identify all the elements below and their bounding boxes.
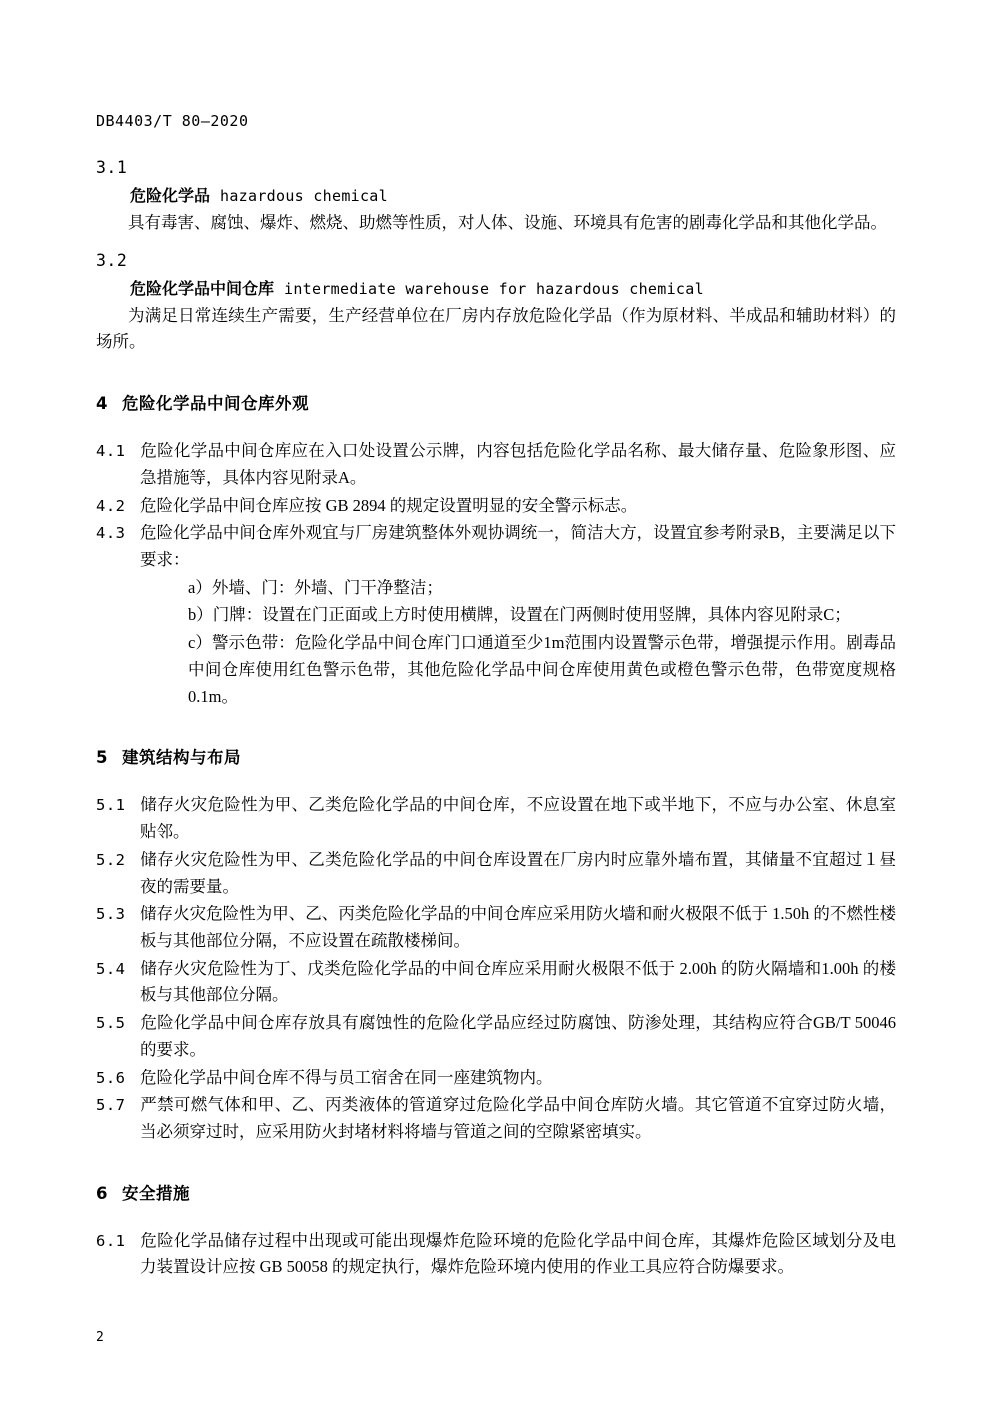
section-title: 安全措施 xyxy=(122,1183,190,1203)
clause-5-2 xyxy=(96,847,896,900)
clause-text: 危险化学品中间仓库外观宜与厂房建筑整体外观协调统一，简洁大方，设置宜参考附录B，主要满足以下要求： xyxy=(140,523,896,570)
clause-text: 储存火灾危险性为甲、乙类危险化学品的中间仓库，不应设置在地下或半地下，不应与办公室、休息室贴邻。 xyxy=(140,795,896,842)
clause-number: 5.4 xyxy=(96,959,126,978)
section-number: 4 xyxy=(96,394,108,414)
clause-5-3 xyxy=(96,901,896,954)
clause-number: 5.7 xyxy=(96,1096,126,1115)
clause-number-3-2: 3.2 xyxy=(96,250,128,270)
term-name-en: intermediate warehouse for hazardous chemical xyxy=(284,279,704,298)
clause-number: 5.6 xyxy=(96,1068,126,1087)
clause-5-6 xyxy=(96,1065,896,1092)
clause-5-4 xyxy=(96,956,896,1009)
clause-text: 危险化学品中间仓库不得与员工宿舍在同一座建筑物内。 xyxy=(140,1067,553,1087)
clause-4-3 xyxy=(96,520,896,573)
clause-4-2 xyxy=(96,493,896,520)
term-definition-3-1: 具有毒害、腐蚀、爆炸、燃烧、助燃等性质，对人体、设施、环境具有危害的剧毒化学品和其他化学品。 xyxy=(128,213,887,232)
sub-item-c: c）警示色带：危险化学品中间仓库门口通道至少1m范围内设置警示色带，增强提示作用。剧毒品中间仓库使用红色警示色带，其他危险化学品中间仓库使用黄色或橙色警示色带，色带宽度规格0.1m。 xyxy=(188,633,896,706)
clause-text: 严禁可燃气体和甲、乙、丙类液体的管道穿过危险化学品中间仓库防火墙。其它管道不宜穿过防火墙，当必须穿过时，应采用防火封堵材料将墙与管道之间的空隙紧密填实。 xyxy=(140,1095,896,1141)
clause-text: 储存火灾危险性为甲、乙类危险化学品的中间仓库设置在厂房内时应靠外墙布置，其储量不宜超过１昼夜的需要量。 xyxy=(140,849,896,896)
section-title: 危险化学品中间仓库外观 xyxy=(122,394,309,414)
section-number: 6 xyxy=(96,1183,108,1203)
section-number: 5 xyxy=(96,748,108,768)
clause-text: 危险化学品中间仓库存放具有腐蚀性的危险化学品应经过防腐蚀、防渗处理，其结构应符合GB/T 50046 的要求。 xyxy=(140,1013,896,1059)
clause-5-1 xyxy=(96,792,896,845)
sub-item-b: b）门牌：设置在门正面或上方时使用横牌，设置在门两侧时使用竖牌，具体内容见附录C； xyxy=(188,605,851,625)
clause-number-3-1: 3.1 xyxy=(96,158,128,177)
section-heading-5 xyxy=(96,744,896,768)
clause-number: 4.2 xyxy=(96,496,126,515)
clause-number: 4.1 xyxy=(96,442,126,461)
clause-number: 5.5 xyxy=(96,1014,126,1033)
page-header: DB4403/T 80—2020 xyxy=(96,112,249,130)
clause-4-1 xyxy=(96,438,896,491)
sub-item-a: a）外墙、门：外墙、门干净整洁； xyxy=(188,577,443,597)
term-name-cn: 危险化学品中间仓库 xyxy=(130,278,275,298)
clause-number: 4.3 xyxy=(96,524,126,543)
page-number: 2 xyxy=(96,1330,104,1345)
clause-5-5 xyxy=(96,1010,896,1063)
clause-number: 5.2 xyxy=(96,850,126,869)
term-entry-3-1 xyxy=(96,183,896,206)
clause-5-7 xyxy=(96,1092,896,1145)
clause-number: 5.1 xyxy=(96,796,126,815)
term-name-en: hazardous chemical xyxy=(220,187,388,205)
section-heading-6 xyxy=(96,1180,896,1204)
term-definition-3-2: 为满足日常连续生产需要，生产经营单位在厂房内存放危险化学品（作为原材料、半成品和辅助材料）的场所。 xyxy=(96,305,896,352)
clause-text: 危险化学品储存过程中出现或可能出现爆炸危险环境的危险化学品中间仓库，其爆炸危险区域划分及电力装置设计应按 GB 50058 的规定执行，爆炸危险环境内使用的作业工具应符合防爆要求。 xyxy=(140,1230,896,1277)
section-title: 建筑结构与布局 xyxy=(122,748,241,768)
clause-6-1 xyxy=(96,1228,896,1281)
section-heading-4 xyxy=(96,390,896,414)
term-name-cn: 危险化学品 xyxy=(130,186,211,205)
clause-number: 5.3 xyxy=(96,905,126,924)
clause-text: 危险化学品中间仓库应按 GB 2894 的规定设置明显的安全警示标志。 xyxy=(140,495,638,515)
clause-text: 危险化学品中间仓库应在入口处设置公示牌，内容包括危险化学品名称、最大储存量、危险象形图、应急措施等，具体内容见附录A。 xyxy=(140,441,896,487)
clause-number: 6.1 xyxy=(96,1231,126,1250)
clause-text: 储存火灾危险性为丁、戊类危险化学品的中间仓库应采用耐火极限不低于 2.00h 的防火隔墙和1.00h 的楼板与其他部位分隔。 xyxy=(140,958,896,1005)
clause-text: 储存火灾危险性为甲、乙、丙类危险化学品的中间仓库应采用防火墙和耐火极限不低于 1.50h 的不燃性楼板与其他部位分隔，不应设置在疏散楼梯间。 xyxy=(140,904,896,950)
term-entry-3-2 xyxy=(96,276,896,299)
